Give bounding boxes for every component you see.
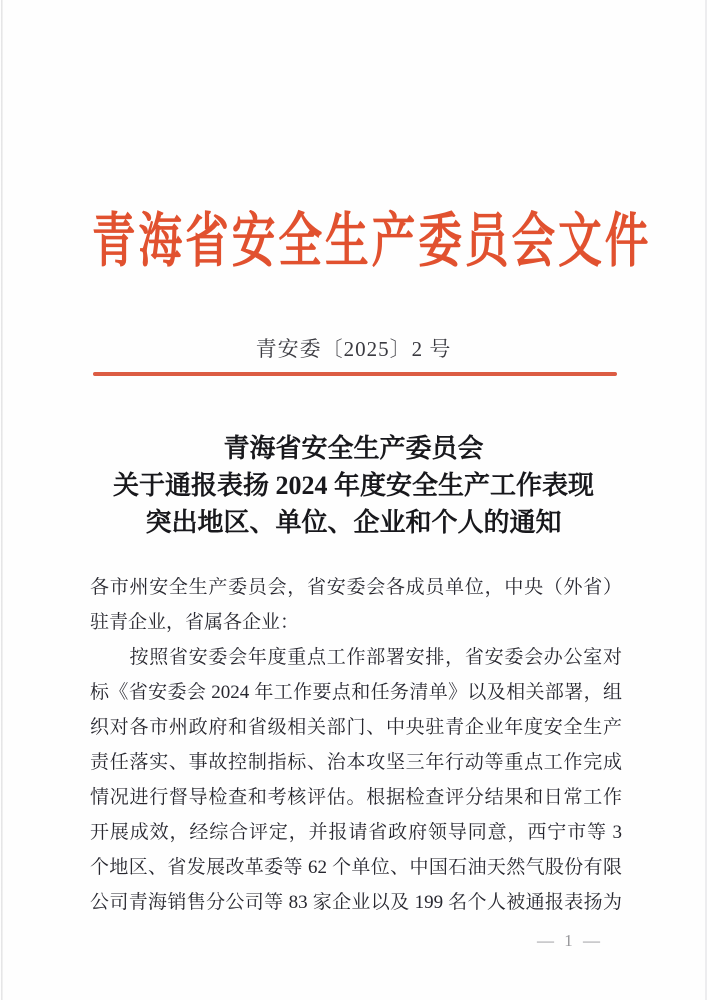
- body-line: 个地区、省发展改革委等 62 个单位、中国石油天然气股份有限: [90, 857, 622, 878]
- document-title-line-3: 突出地区、单位、企业和个人的通知: [145, 508, 562, 537]
- red-header-title: 青海省安全生产委员会文件: [91, 208, 652, 274]
- body-line: 标《省安委会 2024 年工作要点和任务清单》以及相关部署，组: [90, 682, 622, 703]
- body-line: 各市州安全生产委员会，省安委会各成员单位，中央（外省）: [90, 577, 622, 598]
- body-line: 公司青海销售分公司等 83 家企业以及 199 名个人被通报表扬为: [90, 892, 622, 913]
- body-line: 情况进行督导检查和考核评估。根据检查评分结果和日常工作: [90, 787, 622, 808]
- document-title: [0, 430, 707, 541]
- body-line: 按照省安委会年度重点工作部署安排，省安委会办公室对: [90, 647, 622, 668]
- document-body: [90, 570, 622, 920]
- page-number: — 1 —: [537, 931, 603, 950]
- body-line: 责任落实、事故控制指标、治本攻坚三年行动等重点工作完成: [90, 752, 622, 773]
- document-number: 青安委〔2025〕2 号: [255, 337, 452, 361]
- body-line: 驻青企业，省属各企业：: [90, 612, 300, 633]
- document-title-line-1: 青海省安全生产委员会: [223, 434, 484, 463]
- red-separator-line: [93, 372, 617, 376]
- body-line: 开展成效，经综合评定，并报请省政府领导同意，西宁市等 3: [90, 822, 622, 843]
- body-line: 织对各市州政府和省级相关部门、中央驻青企业年度安全生产: [90, 717, 622, 738]
- document-title-line-2: 关于通报表扬 2024 年度安全生产工作表现: [112, 471, 594, 500]
